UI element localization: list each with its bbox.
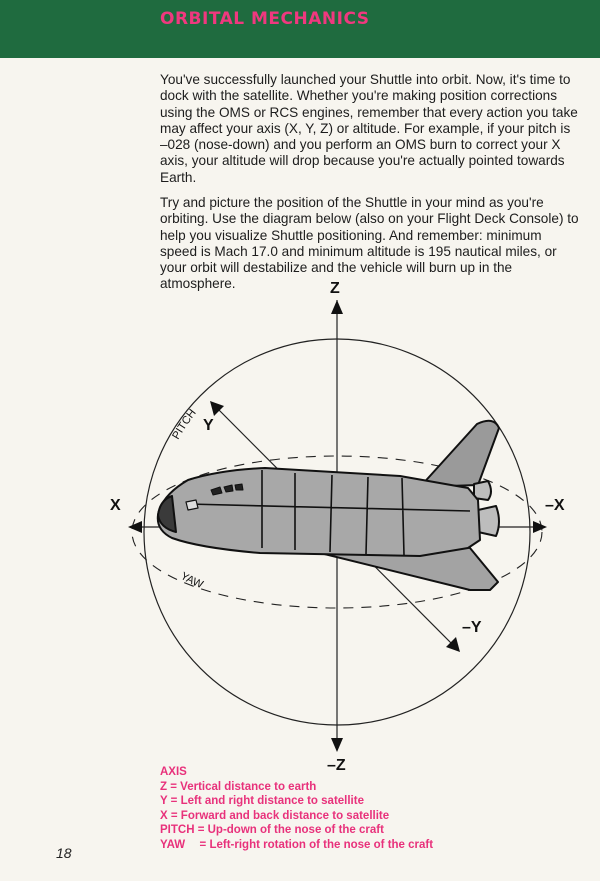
axis-legend <box>160 765 433 853</box>
legend-key: Y <box>160 795 168 808</box>
legend-heading: AXIS <box>160 766 187 778</box>
legend-sep: = <box>170 795 178 808</box>
x-left-arrow <box>128 521 142 533</box>
shuttle-fuselage <box>158 468 480 556</box>
yaw-label: YAW <box>178 570 205 592</box>
legend-text: Up-down of the nose of the craft <box>207 824 384 837</box>
legend-key: YAW <box>160 838 186 851</box>
legend-key: PITCH <box>160 824 195 837</box>
z-top-label: Z <box>330 280 340 297</box>
legend-item-z <box>160 780 433 795</box>
page-title: ORBITAL MECHANICS <box>160 9 370 29</box>
z-down-arrow <box>331 738 343 752</box>
legend-sep: = <box>197 824 205 837</box>
legend-sep: = <box>170 780 177 793</box>
z-up-arrow <box>331 300 343 314</box>
y-lower-label: –Y <box>462 619 482 636</box>
legend-sep: = <box>170 809 178 822</box>
page-number: 18 <box>56 845 72 861</box>
legend-text: Vertical distance to earth <box>180 780 317 793</box>
shuttle-tail-fin <box>420 421 499 487</box>
y-upper-label: Y <box>203 417 214 434</box>
legend-item-x <box>160 809 433 824</box>
space-shuttle <box>158 421 499 590</box>
shuttle-engine-lower <box>478 506 499 536</box>
x-left-label: X <box>110 497 121 514</box>
axis-diagram <box>0 270 600 770</box>
legend-text: Left and right distance to satellite <box>180 795 364 808</box>
legend-item-yaw <box>160 838 433 853</box>
header-bar <box>0 0 600 58</box>
legend-key: X <box>160 809 168 822</box>
shuttle-side-window <box>186 500 198 510</box>
pitch-label: PITCH <box>170 407 199 442</box>
intro-paragraph: You've successfully launched your Shuttle into orbit. Now, it's time to dock with the satellite. Whether you're making position corrections using the OMS or RCS engines, remember that every action you take may affect your axis (X, Y, Z) or altitude. For example, if your pitch is –028 (nose-down) and you perform an OMS burn to correct your X axis, your altitude will drop because you're actually pointed towards Earth. <box>160 72 578 185</box>
legend-text: Forward and back distance to satellite <box>180 809 390 822</box>
legend-item-pitch <box>160 823 433 838</box>
legend-item-y <box>160 794 433 809</box>
z-bottom-label: –Z <box>327 757 346 770</box>
legend-key: Z <box>160 780 168 793</box>
legend-text: Left-right rotation of the nose of the craft <box>209 838 434 851</box>
legend-sep: = <box>199 838 207 851</box>
x-right-label: –X <box>545 497 565 514</box>
instructions-paragraph: Try and picture the position of the Shuttle in your mind as you're orbiting. Use the diagram below (also on your Flight Deck Console) to help you visualize Shuttle positioning. And remember: minimum speed is Mach 17.0 and minimum altitude is 195 nautical miles, or your orbit will destabilize and the vehicle will burn up in the atmosphere. <box>160 195 579 292</box>
